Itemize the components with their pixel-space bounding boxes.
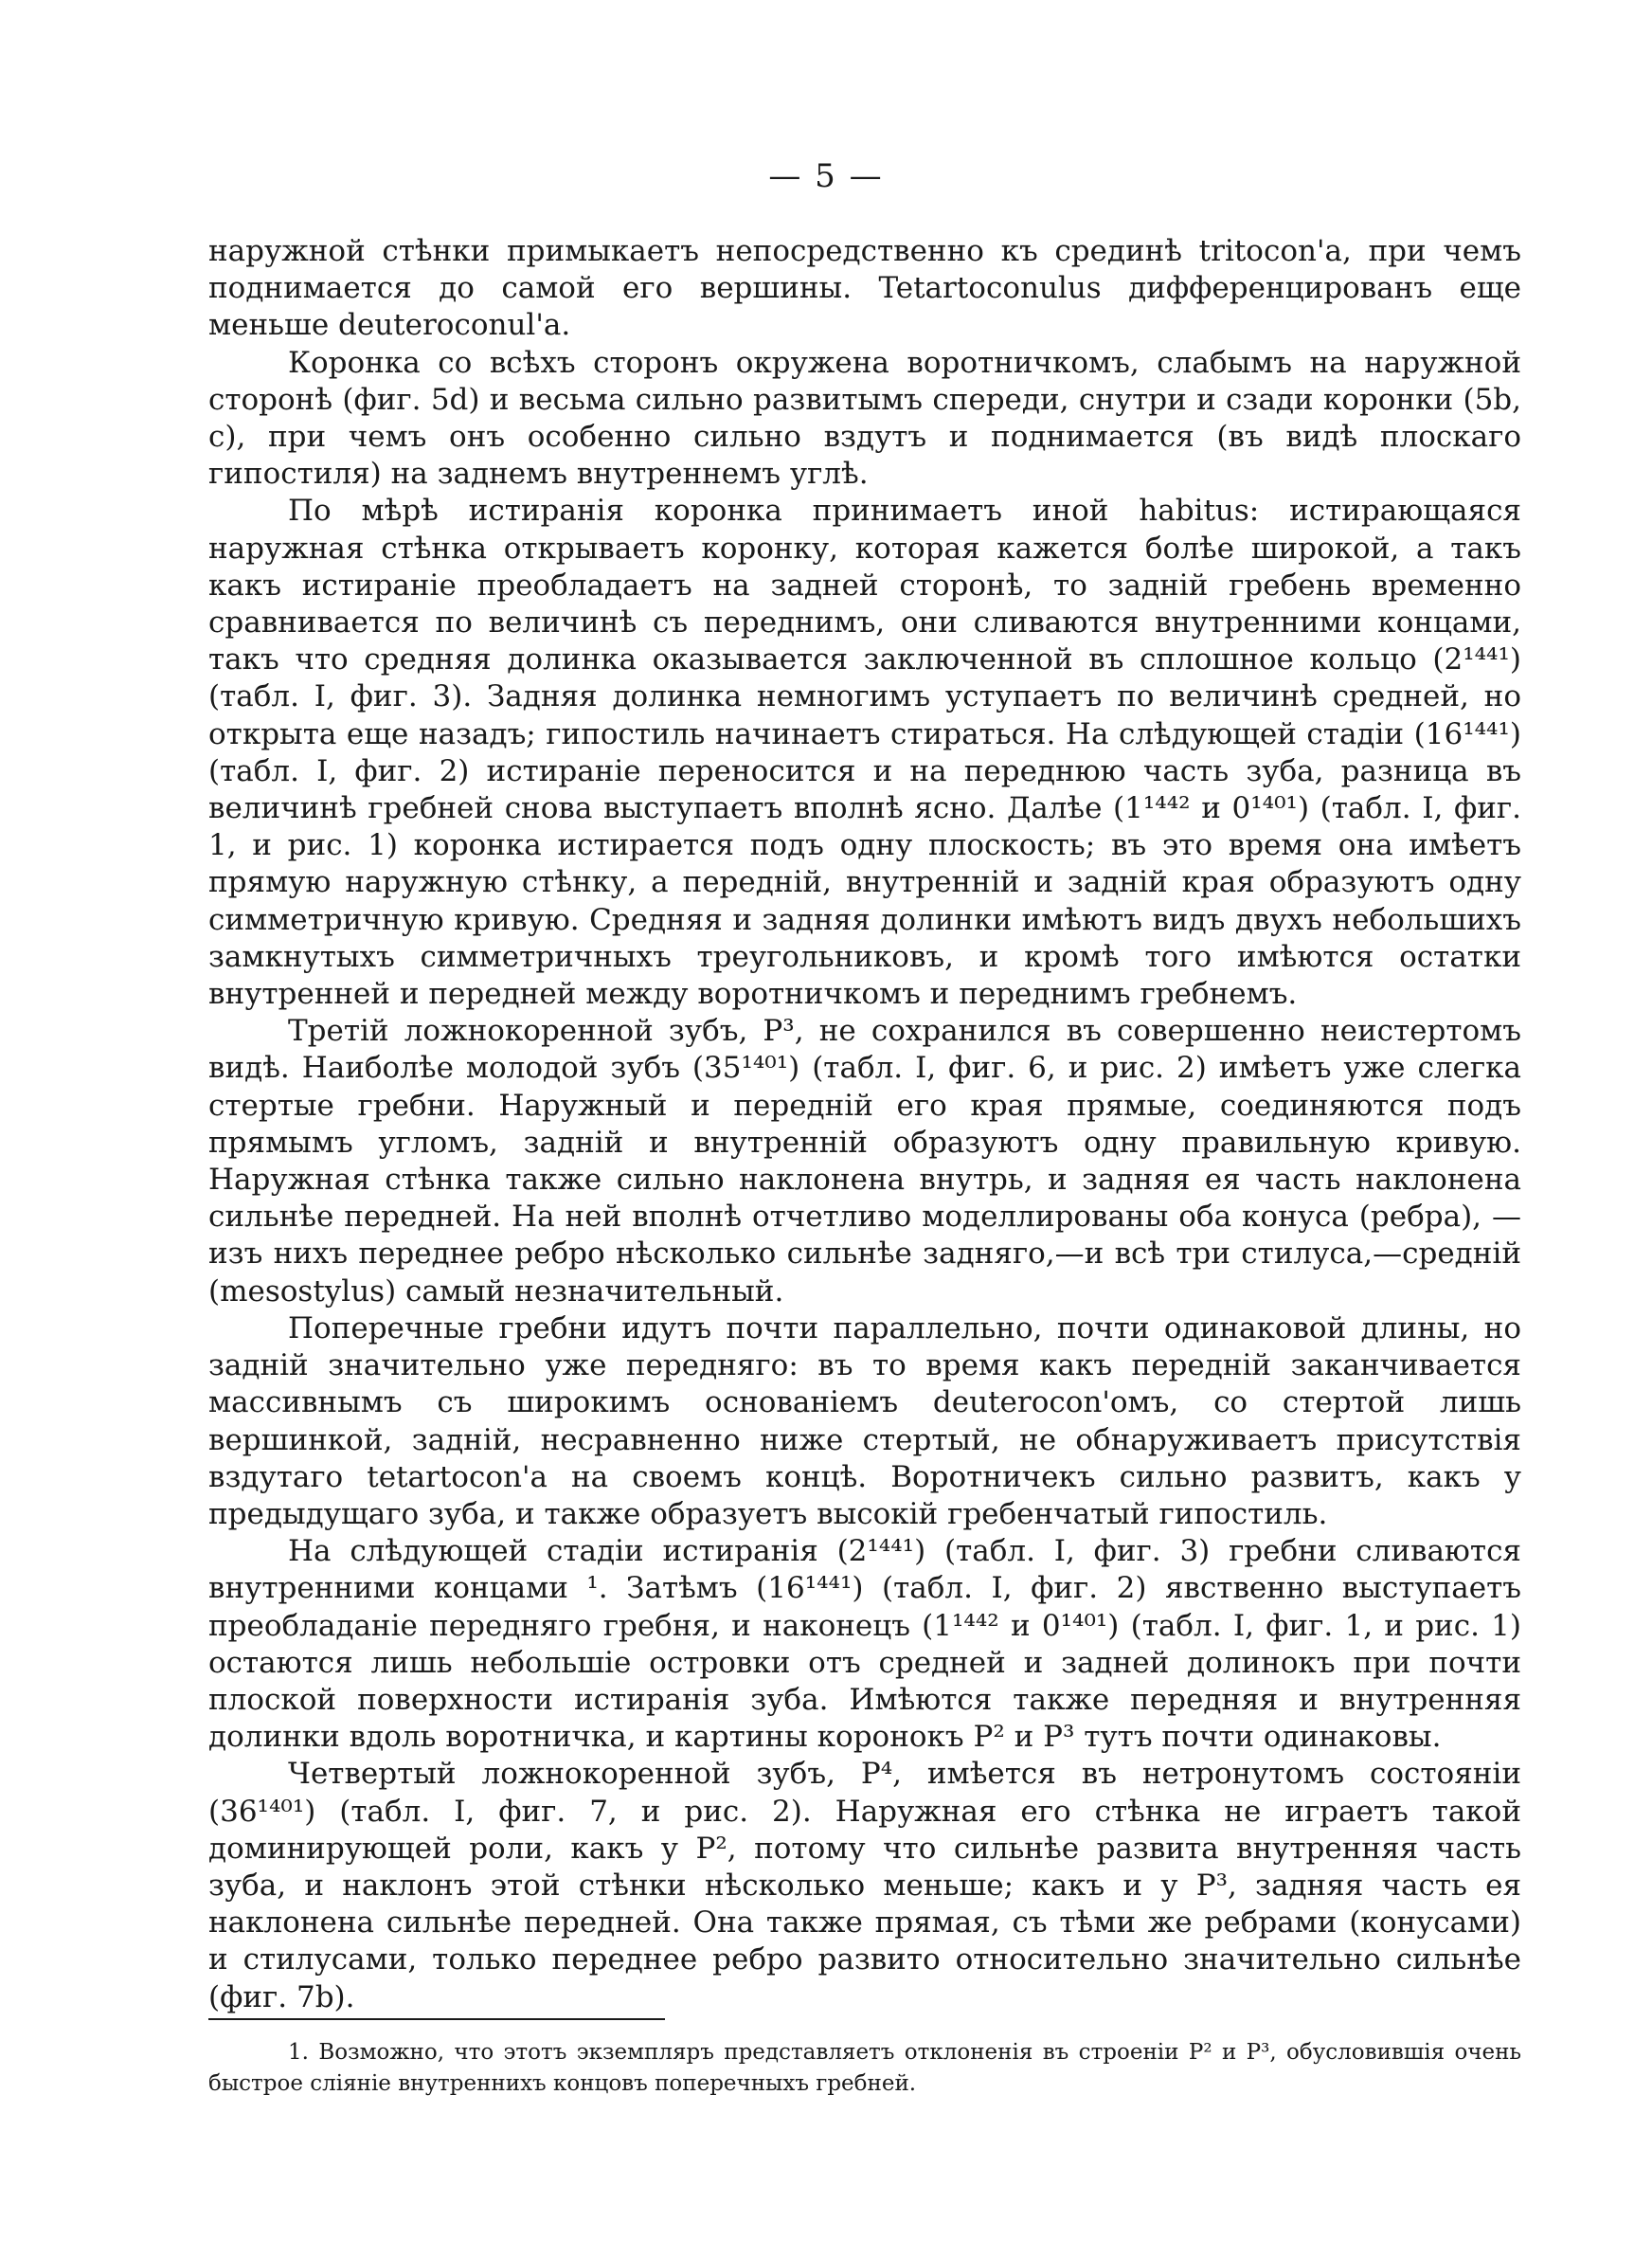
paragraph-fourth-premolar: Четвертый ложнокоренной зубъ, P⁴, имѣется въ нетронутомъ состояніи (36¹⁴⁰¹) (табл. I, фиг. 7, и рис. 2). Наружная его стѣнка не играетъ такой доминирующей роли, какъ у P², потому что сильнѣе развита внутренняя часть зуба, и наклонъ этой стѣнки нѣсколько меньше; какъ и у P³, задняя часть ея наклонена сильнѣе передней. Она также прямая, съ тѣми же ребрами (конусами) и стилусами, только переднее ребро развито относительно значительно сильнѣе (фиг. 7b). — [208, 1757, 1521, 2014]
footnote — [208, 2037, 1521, 2100]
footnote-text: 1. Возможно, что этотъ экземпляръ представляетъ отклоненія въ строеніи P² и P³, обусловившія очень быстрое сліяніе внутреннихъ концовъ поперечныхъ гребней. — [208, 2040, 1521, 2096]
paragraph-wear-stages: По мѣрѣ истиранія коронка принимаетъ иной habitus: истирающаяся наружная стѣнка открываетъ коронку, которая кажется болѣе широкой, а такъ какъ истираніе преобладаетъ на задней сторонѣ, то задній гребень временно сравнивается по величинѣ съ переднимъ, они сливаются внутренними концами, такъ что средняя долинка оказывается заключенной въ сплошное кольцо (2¹⁴⁴¹) (табл. I, фиг. 3). Задняя долинка немногимъ уступаетъ по величинѣ средней, но открыта еще назадъ; гипостиль начинаетъ стираться. На слѣдующей стадіи (16¹⁴⁴¹) (табл. I, фиг. 2) истираніе переносится и на переднюю часть зуба, разница въ величинѣ гребней снова выступаетъ вполнѣ ясно. Далѣе (1¹⁴⁴² и 0¹⁴⁰¹) (табл. I, фиг. 1, и рис. 1) коронка истирается подъ одну плоскость; въ это время она имѣетъ прямую наружную стѣнку, а передній, внутренній и задній края образуютъ одну симметричную кривую. Средняя и задняя долинки имѣютъ видъ двухъ небольшихъ замкнутыхъ симметричныхъ треугольниковъ, и кромѣ того имѣются остатки внутренней и передней между воротничкомъ и переднимъ гребнемъ. — [208, 494, 1521, 1012]
body-text — [208, 233, 1521, 2016]
page-number: — 5 — — [768, 157, 884, 195]
paragraph-continuation: наружной стѣнки примыкаетъ непосредственно къ срединѣ tritocon'а, при чемъ поднимается до самой его вершины. Tetartoconulus дифференцированъ еще меньше deuteroconul'а. — [208, 234, 1521, 343]
paragraph-transverse-ridges: Поперечные гребни идутъ почти параллельно, почти одинаковой длины, но задній значительно уже передняго: въ то время какъ передній заканчивается массивнымъ съ широкимъ основаніемъ deuterocon'омъ, со стертой лишь вершинкой, задній, несравненно ниже стертый, не обнаруживаетъ присутствія вздутаго tetartocon'а на своемъ концѣ. Воротничекъ сильно развитъ, какъ у предыдущаго зуба, и также образуетъ высокій гребенчатый гипостиль. — [208, 1310, 1521, 1531]
footnote-divider — [208, 2018, 665, 2020]
paragraph-crown-collar: Коронка со всѣхъ сторонъ окружена воротничкомъ, слабымъ на наружной сторонѣ (фиг. 5d) и весьма сильно развитымъ спереди, снутри и сзади коронки (5b, c), при чемъ онъ особенно сильно вздутъ и поднимается (въ видѣ плоскаго гипостиля) на заднемъ внутреннемъ углѣ. — [208, 345, 1521, 492]
paragraph-third-premolar: Третій ложнокоренной зубъ, P³, не сохранился въ совершенно неистертомъ видѣ. Наиболѣе молодой зубъ (35¹⁴⁰¹) (табл. I, фиг. 6, и рис. 2) имѣетъ уже слегка стертые гребни. Наружный и передній его края прямые, соединяются подъ прямымъ угломъ, задній и внутренній образуютъ одну правильную кривую. Наружная стѣнка также сильно наклонена внутрь, и задняя ея часть наклонена сильнѣе передней. На ней вполнѣ отчетливо моделлированы оба конуса (ребра), — изъ нихъ переднее ребро нѣсколько сильнѣе задняго,—и всѣ три стилуса,—средній (mesostylus) самый незначительный. — [208, 1014, 1521, 1309]
paragraph-next-wear-stage: На слѣдующей стадіи истиранія (2¹⁴⁴¹) (табл. I, фиг. 3) гребни сливаются внутренними концами ¹. Затѣмъ (16¹⁴⁴¹) (табл. I, фиг. 2) явственно выступаетъ преобладаніе передняго гребня, и наконецъ (1¹⁴⁴² и 0¹⁴⁰¹) (табл. I, фиг. 1, и рис. 1) остаются лишь небольшіе островки отъ средней и задней долинокъ при почти плоской поверхности истиранія зуба. Имѣются также передняя и внутренняя долинки вдоль воротничка, и картины коронокъ P² и P³ тутъ почти одинаковы. — [208, 1534, 1521, 1755]
